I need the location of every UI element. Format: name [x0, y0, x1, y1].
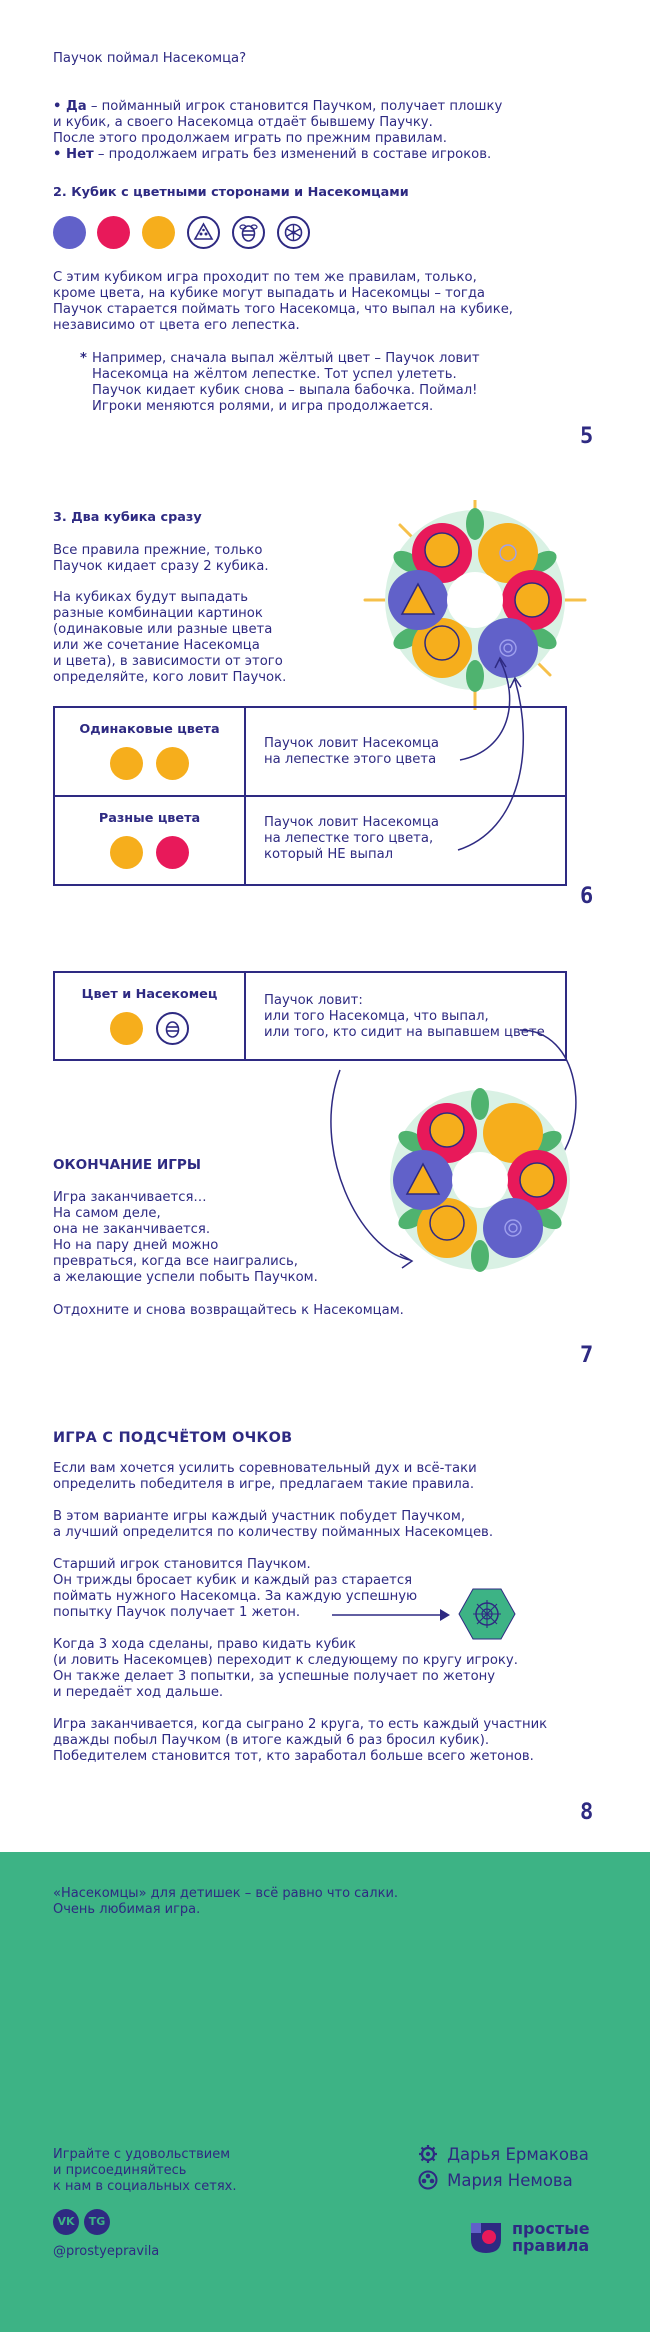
row-label-same-colors: Одинаковые цвета — [79, 722, 220, 737]
page-number-6: 6 — [580, 884, 594, 909]
game-board-illustration-2 — [320, 1010, 590, 1300]
page-number-7: 7 — [580, 1343, 594, 1368]
color-insect-faces — [55, 1002, 244, 1042]
bee-token-icon — [425, 533, 459, 567]
butterfly-icon — [277, 216, 310, 249]
color-face-yellow — [110, 1012, 143, 1045]
color-face-purple — [53, 216, 86, 249]
author-1 — [418, 2144, 589, 2164]
section3-title: 3. Два кубика сразу — [53, 510, 202, 525]
yes-text: – пойманный игрок становится Паучком, получает плошку и кубик, а своего Насекомца отдаёт бывшему Паучку. После этого продолжаем играть по прежним правилам. — [53, 99, 503, 146]
social-invite-text: Играйте с удовольствием и присоединяйтесь к нам в социальных сетях. — [53, 2147, 237, 2194]
brand-line-2: правила — [512, 2236, 590, 2255]
page-number-5: 5 — [580, 424, 594, 449]
vk-icon[interactable]: VK — [53, 2209, 79, 2235]
author-1-name: Дарья Ермакова — [447, 2145, 589, 2164]
section3-combinations: На кубиках будут выпадать разные комбинации картинок (одинаковые или разные цвета или же сочетание Насекомца и цвета), в зависимости от этого определяйте, кого ловит Паучок. — [53, 590, 287, 685]
brand-logo-icon — [468, 2220, 504, 2256]
same-colors-dots — [55, 737, 244, 777]
table-cell-label — [54, 972, 245, 1060]
row-text-color-insect: Паучок ловит: или того Насекомца, что выпал, или того, кто сидит на выпавшем цвете — [264, 993, 545, 1040]
scoring-p2: В этом варианте игры каждый участник побудет Паучком, а лучший определится по количеству пойманных Насекомцев. — [53, 1509, 494, 1540]
connector-arrows — [440, 640, 540, 860]
yes-label: Да — [66, 99, 87, 114]
section3-rules-intro: Все правила прежние, только Паучок кидает сразу 2 кубика. — [53, 543, 269, 574]
scoring-p1: Если вам хочется усилить соревновательный дух и всё-таки определить победителя в игре, предлагаем такие правила. — [53, 1461, 477, 1492]
flower-icon — [418, 2170, 438, 2190]
no-label: Нет — [66, 147, 94, 162]
example-text: Например, сначала выпал жёлтый цвет – Паучок ловит Насекомца на жёлтом лепестке. Тот успел улететь. Паучок кидает кубик снова – выпала бабочка. Поймал! Игроки меняются ролями, и игра продолжается. — [92, 351, 480, 414]
answer-yes — [53, 83, 593, 147]
bullet: • — [53, 99, 67, 114]
example-mark: * — [80, 351, 87, 366]
moth-icon — [187, 216, 220, 249]
petal-purple — [483, 1198, 543, 1258]
scoring-p3: Старший игрок становится Паучком. Он трижды бросает кубик и каждый раз старается поймать нужного Насекомца. За каждую успешную попытку Паучок получает 1 жетон. — [53, 1557, 418, 1620]
color-face-pink — [97, 216, 130, 249]
bullet: • — [53, 147, 67, 162]
question-text: Паучок поймал Насекомца? — [53, 51, 247, 66]
bee-token-icon-2 — [430, 1206, 464, 1240]
scoring-p5: Игра заканчивается, когда сыграно 2 круга, то есть каждый участник дважды побыл Паучком (в итоге каждый 6 раз бросил кубик). Победителем становится тот, кто заработал больше всего жетонов. — [53, 1717, 548, 1764]
answer-no — [53, 147, 593, 163]
end-of-game-title: ОКОНЧАНИЕ ИГРЫ — [53, 1157, 201, 1173]
gear-icon — [418, 2144, 438, 2164]
color-face-yellow — [110, 836, 143, 869]
color-face-pink — [156, 836, 189, 869]
section2-text: С этим кубиком игра проходит по тем же правилам, только, кроме цвета, на кубике могут выпадать и Насекомцы – тогда Паучок старается поймать того Насекомца, что выпал на кубике, независимо от цвета его лепестка. — [53, 270, 513, 333]
board-center — [447, 572, 503, 628]
bee-icon — [232, 216, 265, 249]
scoring-title: ИГРА С ПОДСЧЁТОМ ОЧКОВ — [53, 1430, 293, 1446]
spider-token-icon — [458, 1588, 516, 1640]
butterfly-token-icon — [520, 1163, 554, 1197]
brand-logo[interactable] — [468, 2220, 598, 2260]
bee-icon — [156, 1012, 189, 1045]
end-of-game-text-2: Отдохните и снова возвращайтесь к Насекомцам. — [53, 1303, 404, 1318]
row-text-different-colors: Паучок ловит Насекомца на лепестке того цвета, который НЕ выпал — [264, 815, 439, 862]
end-of-game-text: Игра заканчивается… На самом деле, она не заканчивается. Но на пару дней можно превраться, когда все наигрались, а желающие успели побыть Паучком. — [53, 1190, 318, 1285]
author-2-name: Мария Немова — [447, 2171, 573, 2190]
social-handle[interactable]: @prostyepravila — [53, 2244, 160, 2259]
table-cell-label — [54, 796, 245, 885]
section2-title: 2. Кубик с цветными сторонами и Насекомцами — [53, 185, 409, 200]
token-arrow — [330, 1605, 455, 1625]
footer-quote: «Насекомцы» для детишек – всё равно что салки. Очень любимая игра. — [53, 1886, 399, 1917]
row-text-same-colors: Паучок ловит Насекомца на лепестке этого цвета — [264, 736, 439, 767]
table-cell-label — [54, 707, 245, 796]
different-colors-dots — [55, 826, 244, 866]
color-face-yellow — [142, 216, 175, 249]
page-number-8: 8 — [580, 1800, 594, 1825]
butterfly-token-icon — [515, 583, 549, 617]
color-face-yellow — [110, 747, 143, 780]
row-label-color-insect: Цвет и Насекомец — [81, 987, 218, 1002]
bee-token-icon — [430, 1113, 464, 1147]
author-2 — [418, 2170, 573, 2190]
telegram-icon[interactable]: TG — [84, 2209, 110, 2235]
brand-line-1: простые — [512, 2219, 590, 2238]
scoring-p4: Когда 3 хода сделаны, право кидать кубик (и ловить Насекомцев) переходит к следующему по кругу игроку. Он также делает 3 попытки, за успешные получает по жетону и передаёт ход дальше. — [53, 1637, 518, 1700]
no-text: – продолжаем играть без изменений в составе игроков. — [93, 147, 492, 162]
footer — [0, 1852, 650, 2332]
row-label-different-colors: Разные цвета — [98, 811, 201, 826]
board-center — [452, 1152, 508, 1208]
color-face-yellow — [156, 747, 189, 780]
